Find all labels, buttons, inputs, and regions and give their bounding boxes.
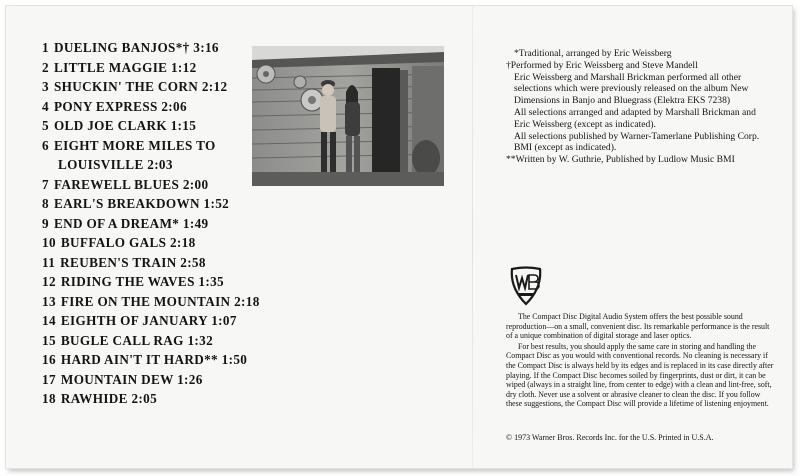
track-item: 1 DUELING BANJOS*† 3:16	[42, 40, 219, 55]
track-item: 2 LITTLE MAGGIE 1:12	[42, 59, 197, 75]
track-item: 17 MOUNTAIN DEW 1:26	[42, 371, 203, 387]
credits	[506, 48, 768, 166]
track-item: 3 SHUCKIN' THE CORN 2:12	[42, 79, 228, 94]
track-item: 14 EIGHTH OF JANUARY 1:07	[42, 313, 237, 328]
notice-paragraph-1: The Compact Disc Digital Audio System offers the best possible sound reproduction—on a small, convenient disc. Its remarkable performance is the result of a unique combination of digital storage and laser optics.	[506, 312, 770, 341]
track-list	[42, 38, 262, 409]
band-photo	[252, 46, 444, 186]
track-item: 10 BUFFALO GALS 2:18	[42, 235, 196, 250]
track-item: 15 BUGLE CALL RAG 1:32	[42, 332, 214, 348]
credit-traditional: *Traditional, arranged by Eric Weissberg	[514, 48, 672, 59]
credit-other-selections: Eric Weissberg and Marshall Brickman performed all other selections which were previously released on the album New Dimensions in Banjo and Bluegrass (Elektra EKS 7238)	[514, 71, 749, 107]
track-item: 6 EIGHT MORE MILES TO LOUISVILLE 2:03	[42, 137, 216, 172]
compact-disc-notice	[506, 312, 774, 410]
copyright-line: © 1973 Warner Bros. Records Inc. for the U.S. Printed in U.S.A.	[506, 433, 714, 442]
credit-performed: †Performed by Eric Weissberg and Steve Mandell	[506, 59, 698, 71]
track-item: 11 REUBEN'S TRAIN 2:58	[42, 254, 206, 270]
credit-written: **Written by W. Guthrie, Published by Ludlow Music BMI	[506, 154, 735, 166]
warner-bros-shield-icon	[509, 266, 543, 306]
track-item: 5 OLD JOE CLARK 1:15	[42, 118, 197, 133]
track-item: 9 END OF A DREAM* 1:49	[42, 215, 209, 231]
track-item: 13 FIRE ON THE MOUNTAIN 2:18	[42, 293, 260, 309]
track-item: 7 FAREWELL BLUES 2:00	[42, 176, 209, 192]
cd-booklet	[6, 6, 792, 468]
track-item: 16 HARD AIN'T IT HARD** 1:50	[42, 352, 248, 367]
credit-published: All selections published by Warner-Tamerlane Publishing Corp. BMI (except as indicated).	[514, 130, 760, 154]
track-item: 18 RAWHIDE 2:05	[42, 391, 158, 406]
notice-paragraph-2: For best results, you should apply the same care in storing and handling the Compact Disc as you would with conventional records. No cleaning is necessary if the Compact Disc is always held by its edges and is replaced in its case directly after playing. If the Compact Disc becomes soiled by fingerprints, dust or dirt, it can be wiped (always in a straight line, from center to edge) with a clean and lint-free, soft, dry cloth. Never use a solvent or abrasive cleaner to clean the disc. If you follow these suggestions, the Compact Disc will provide a lifetime of listening enjoyment.	[506, 341, 774, 409]
track-item: 12 RIDING THE WAVES 1:35	[42, 274, 224, 289]
credit-arranged: All selections arranged and adapted by Marshall Brickman and Eric Weissberg (except as indicated).	[514, 106, 756, 130]
booklet-fold	[472, 6, 473, 468]
track-item: 8 EARL'S BREAKDOWN 1:52	[42, 196, 230, 211]
track-item: 4 PONY EXPRESS 2:06	[42, 98, 187, 114]
